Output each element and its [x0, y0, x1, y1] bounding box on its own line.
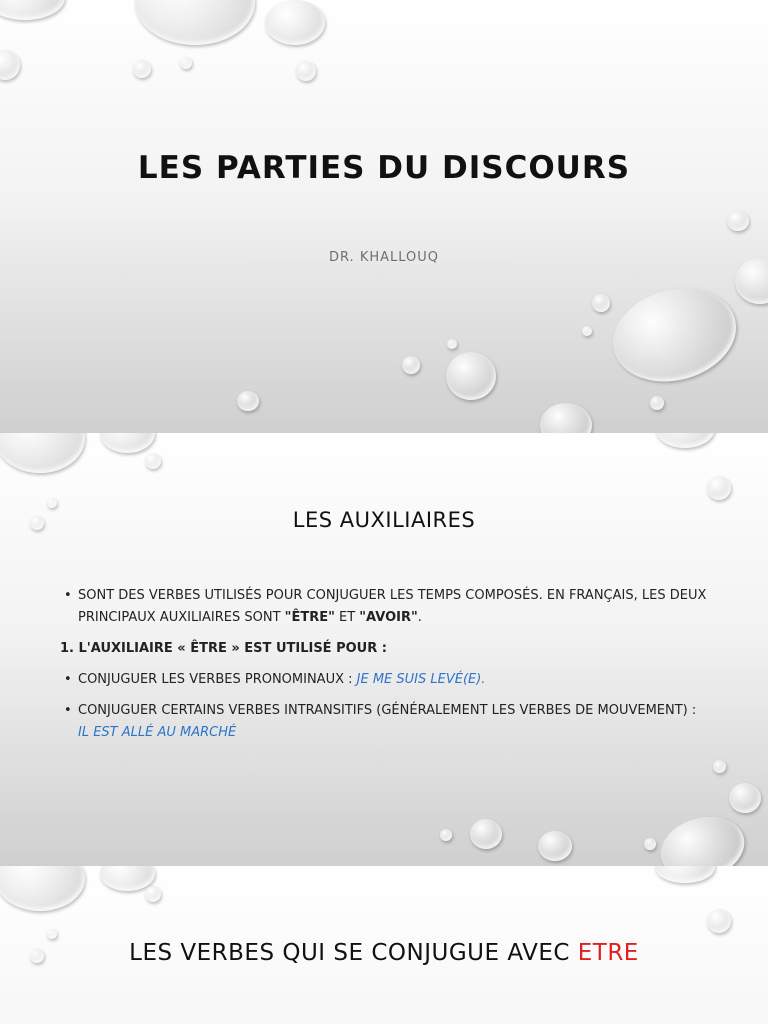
water-drop [145, 453, 161, 469]
water-drop [440, 829, 452, 841]
slide-heading: LES AUXILIAIRES [292, 508, 476, 532]
water-drop [729, 783, 761, 813]
water-drop [540, 403, 592, 433]
water-drop [707, 909, 731, 933]
water-drop [0, 866, 85, 911]
bullet-icon: • [64, 672, 72, 687]
water-drop [0, 50, 20, 80]
water-drop [0, 0, 65, 20]
presentation-author: DR. KHALLOUQ [328, 250, 440, 265]
water-drop [237, 391, 259, 411]
water-drop [135, 0, 255, 45]
water-drop [446, 352, 496, 400]
water-drop [145, 886, 161, 902]
example-text: JE ME SUIS LEVÉ(E). [356, 672, 486, 687]
water-drop [602, 275, 746, 394]
water-drop [402, 356, 420, 374]
water-drop [47, 498, 57, 508]
bullet-icon: • [64, 703, 72, 718]
water-drop [650, 396, 664, 410]
water-drop [655, 866, 715, 883]
water-drop [447, 339, 457, 349]
list-item-text: CONJUGUER LES VERBES PRONOMINAUX : JE ME SUIS LEVÉ(E). [78, 672, 486, 687]
water-drop [0, 433, 85, 473]
highlight-word: ETRE [577, 940, 639, 966]
list-item [60, 700, 720, 744]
water-drop [713, 760, 726, 773]
water-drop [100, 433, 155, 453]
water-drop [133, 60, 151, 78]
water-drop [470, 819, 502, 849]
list-item-text: SONT DES VERBES UTILISÉS POUR CONJUGUER LES TEMPS COMPOSÉS. EN FRANÇAIS, LES DEUX PRINCIPAUX AUXILIAIRES SONT "ÊTRE" ET "AVOIR". [78, 588, 707, 625]
water-drop [47, 929, 57, 939]
presentation-title: LES PARTIES DU DISCOURS [137, 150, 631, 186]
water-drop [180, 57, 192, 69]
water-drop [644, 838, 656, 850]
numbered-item [60, 638, 720, 660]
slide-body [60, 585, 720, 753]
water-drop [296, 61, 316, 81]
list-item [60, 585, 720, 629]
water-drop [727, 211, 749, 231]
numbered-item-text: 1. L'AUXILIAIRE « ÊTRE » EST UTILISÉ POUR : [60, 641, 387, 656]
slide-title [0, 0, 768, 433]
water-drop [582, 326, 592, 336]
list-item [60, 669, 720, 691]
water-drop [707, 476, 731, 500]
example-text: IL EST ALLÉ AU MARCHÉ [78, 725, 237, 740]
water-drop [592, 294, 610, 312]
water-drop [655, 433, 715, 448]
water-drop [265, 0, 325, 45]
water-drop [538, 831, 572, 861]
water-drop [654, 808, 752, 866]
list-item-text: CONJUGUER CERTAINS VERBES INTRANSITIFS (GÉNÉRALEMENT LES VERBES DE MOUVEMENT) : IL EST ALLÉ AU MARCHÉ [78, 703, 697, 740]
bullet-icon: • [64, 588, 72, 603]
slide-heading: LES VERBES QUI SE CONJUGUE AVEC ETRE [129, 940, 639, 966]
